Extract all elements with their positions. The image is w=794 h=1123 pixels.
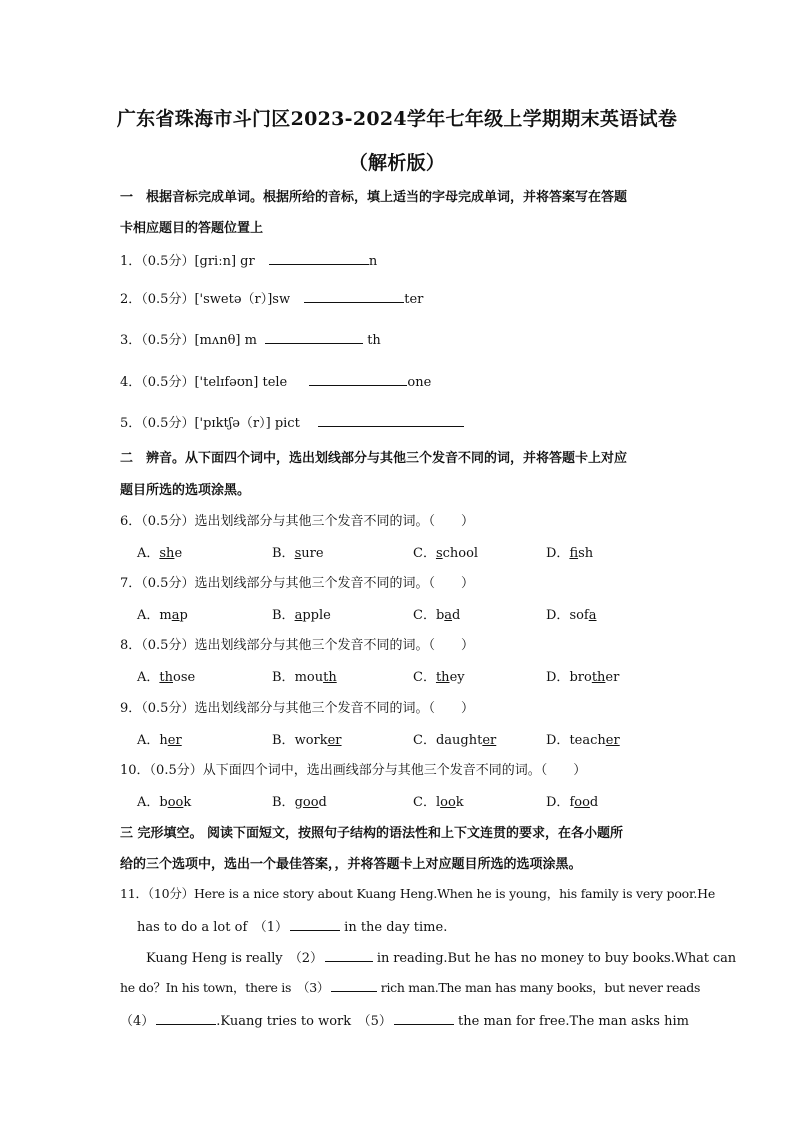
section-1-heading-cont: 卡相应题目的答题位置上: [120, 221, 264, 236]
option-b[interactable]: B．apple: [272, 608, 331, 623]
option-d[interactable]: D．food: [546, 795, 599, 810]
answer-blank[interactable]: [309, 372, 407, 386]
option-d[interactable]: D．brother: [546, 670, 620, 685]
answer-blank[interactable]: [269, 251, 369, 265]
answer-blank[interactable]: [318, 413, 464, 427]
cloze-blank-2[interactable]: [325, 948, 373, 962]
option-d[interactable]: D．teacher: [546, 733, 620, 748]
section-2-heading: 二 辨音。从下面四个词中，选出划线部分与其他三个发音不同的词，并将答题卡上对应: [120, 451, 628, 466]
option-a[interactable]: A．map: [137, 608, 188, 623]
question-number: 5．（0.5分）: [120, 416, 195, 431]
question-8-stem: 8．（0.5分）选出划线部分与其他三个发音不同的词。（ ）: [120, 638, 474, 653]
question-number: 4．（0.5分）: [120, 375, 195, 390]
option-b[interactable]: B．good: [272, 795, 327, 810]
question-10-stem: 10．（0.5分）从下面四个词中，选出画线部分与其他三个发音不同的词。（ ）: [120, 763, 587, 778]
option-a[interactable]: A．those: [137, 670, 196, 685]
phonetic: [griːn] gr: [194, 254, 255, 269]
phonetic: [mʌnθ] m: [194, 333, 257, 348]
option-a[interactable]: A．she: [137, 546, 183, 561]
question-4: [120, 371, 431, 390]
question-2: [120, 288, 423, 307]
question-9-stem: 9．（0.5分）选出划线部分与其他三个发音不同的词。（ ）: [120, 701, 474, 716]
question-6-stem: 6．（0.5分）选出划线部分与其他三个发音不同的词。（ ）: [120, 514, 474, 529]
word-ending: ter: [404, 292, 424, 307]
passage-line-5: （4） .Kuang tries to work （5） the man for free.The man asks him: [120, 1010, 674, 1029]
option-c[interactable]: C．bad: [413, 608, 461, 623]
option-a[interactable]: A．her: [137, 733, 182, 748]
page-subtitle: （解析版）: [348, 152, 446, 174]
question-number: 1．（0.5分）: [120, 254, 195, 269]
phonetic: ['telɪfəʊn] tele: [194, 375, 288, 390]
cloze-blank-5[interactable]: [394, 1011, 454, 1025]
cloze-blank-1[interactable]: [290, 917, 340, 931]
passage-line-2: has to do a lot of （1） in the day time.: [137, 916, 691, 935]
phonetic: ['pɪktʃə（r）] pict: [194, 416, 300, 431]
answer-blank[interactable]: [304, 289, 404, 303]
passage-line-4: he do？In his town，there is （3） rich man.The man has many books，but never reads: [120, 980, 701, 995]
section-1-heading: 一 根据音标完成单词。根据所给的音标，填上适当的字母完成单词，并将答案写在答题: [120, 190, 628, 205]
cloze-blank-3[interactable]: [331, 978, 377, 992]
question-7-stem: 7．（0.5分）选出划线部分与其他三个发音不同的词。（ ）: [120, 576, 474, 591]
option-c[interactable]: C．look: [413, 795, 464, 810]
option-b[interactable]: B．mouth: [272, 670, 337, 685]
phonetic: ['swetə（r）]sw: [194, 292, 291, 307]
option-d[interactable]: D．sofa: [546, 608, 597, 623]
section-3-heading-cont: 给的三个选项中，选出一个最佳答案，，并将答题卡上对应题目所选的选项涂黑。: [120, 857, 582, 872]
question-number: 3．（0.5分）: [120, 333, 195, 348]
section-2-heading-cont: 题目所选的选项涂黑。: [120, 483, 251, 498]
option-b[interactable]: B．sure: [272, 546, 324, 561]
option-a[interactable]: A．book: [137, 795, 192, 810]
option-c[interactable]: C．they: [413, 670, 465, 685]
question-number: 2．（0.5分）: [120, 292, 195, 307]
cloze-blank-4[interactable]: [156, 1011, 216, 1025]
option-c[interactable]: C．school: [413, 546, 479, 561]
question-1: [120, 250, 377, 269]
question-5: [120, 412, 464, 431]
section-3-heading: 三 完形填空。 阅读下面短文，按照句子结构的语法性和上下文连贯的要求，在各小题所: [120, 826, 624, 841]
option-b[interactable]: B．worker: [272, 733, 342, 748]
option-d[interactable]: D．fish: [546, 546, 594, 561]
passage-line-3: Kuang Heng is really （2） in reading.But he has no money to buy books.What can: [146, 947, 700, 966]
word-ending: one: [407, 375, 432, 390]
word-ending: n: [368, 254, 378, 269]
page-title: 广东省珠海市斗门区2023-2024学年七年级上学期期末英语试卷: [116, 108, 678, 130]
option-c[interactable]: C．daughter: [413, 733, 497, 748]
word-ending: th: [363, 333, 381, 348]
question-3: [120, 329, 381, 348]
answer-blank[interactable]: [265, 330, 363, 344]
passage-line-1: 11．（10分）Here is a nice story about Kuang Heng.When he is young，his family is very poor.He: [120, 886, 716, 901]
